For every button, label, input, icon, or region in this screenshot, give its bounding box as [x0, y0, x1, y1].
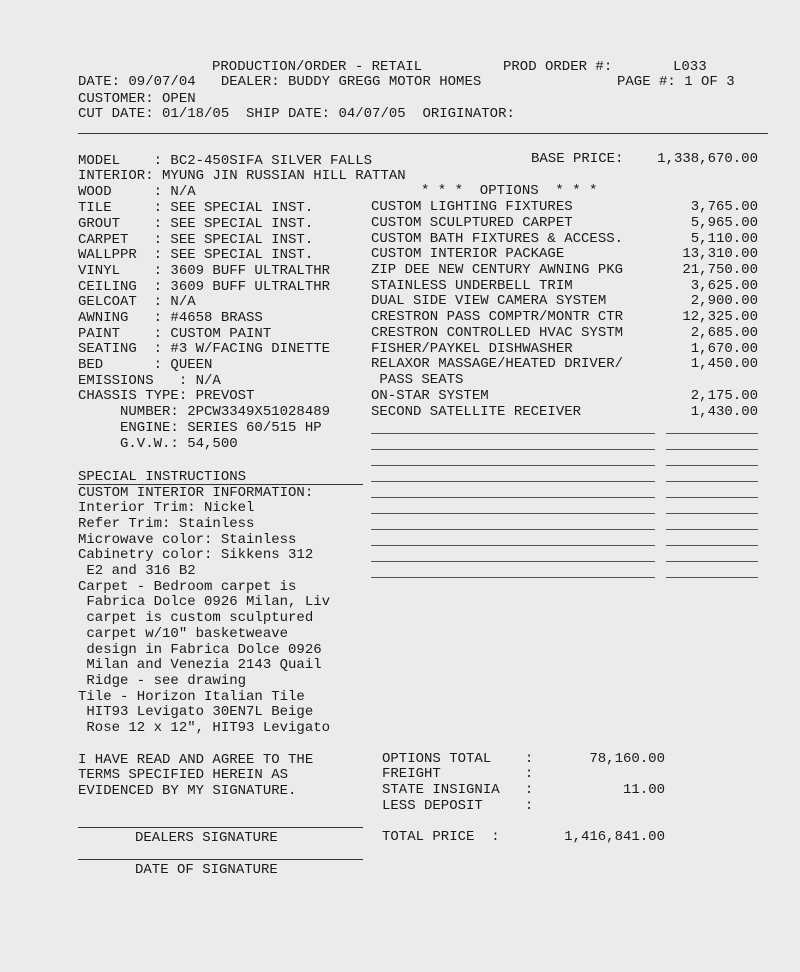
option-price: 21,750.00 [682, 262, 758, 278]
base-price-value: 1,338,670.00 [657, 151, 758, 167]
option-price: 5,965.00 [690, 215, 758, 231]
blank-option-line [371, 449, 655, 450]
blank-price-line [666, 577, 758, 578]
special-line: Fabrica Dolce 0926 Milan, Liv [78, 594, 331, 610]
spec-wallpaper: WALLPPR : SEE SPECIAL INST. [78, 247, 314, 263]
prod-order-number: L033 [673, 59, 707, 75]
cut-ship-line: CUT DATE: 01/18/05 SHIP DATE: 04/07/05 ORIGINATOR: [78, 106, 515, 122]
blank-option-line [371, 433, 655, 434]
option-desc: CUSTOM BATH FIXTURES & ACCESS. [371, 231, 624, 247]
option-price: 13,310.00 [682, 246, 758, 262]
special-line: Ridge - see drawing [78, 673, 247, 689]
base-price-label: BASE PRICE: [531, 151, 624, 167]
spec-carpet: CARPET : SEE SPECIAL INST. [78, 232, 314, 248]
special-instructions-heading: SPECIAL INSTRUCTIONS [78, 469, 247, 485]
spec-ceiling: CEILING : 3609 BUFF ULTRALTHR [78, 279, 331, 295]
model-line: MODEL : BC2-450SIFA SILVER FALLS [78, 153, 373, 169]
special-line: Rose 12 x 12", HIT93 Levigato [78, 720, 331, 736]
blank-option-line [371, 465, 655, 466]
option-price: 1,430.00 [690, 404, 758, 420]
blank-option-line [371, 497, 655, 498]
option-price: 1,450.00 [690, 356, 758, 372]
agreement-line: TERMS SPECIFIED HEREIN AS [78, 767, 289, 783]
date-signature-label: DATE OF SIGNATURE [135, 862, 278, 878]
option-desc: CRESTRON PASS COMPTR/MONTR CTR [371, 309, 624, 325]
option-price: 3,625.00 [690, 278, 758, 294]
special-line: HIT93 Levigato 30EN7L Beige [78, 704, 314, 720]
special-line: CUSTOM INTERIOR INFORMATION: [78, 485, 314, 501]
spec-gelcoat: GELCOAT : N/A [78, 294, 196, 310]
blank-price-line [666, 561, 758, 562]
page-number: PAGE #: 1 OF 3 [617, 74, 735, 90]
state-insignia-label: STATE INSIGNIA : [382, 782, 534, 798]
blank-price-line [666, 529, 758, 530]
customer-line: CUSTOMER: OPEN [78, 91, 196, 107]
option-desc: FISHER/PAYKEL DISHWASHER [371, 341, 573, 357]
spec-chassis-type: CHASSIS TYPE: PREVOST [78, 388, 255, 404]
spec-tile: TILE : SEE SPECIAL INST. [78, 200, 314, 216]
special-line: Refer Trim: Stainless [78, 516, 255, 532]
options-header: * * * OPTIONS * * * [421, 183, 598, 199]
option-desc: STAINLESS UNDERBELL TRIM [371, 278, 573, 294]
option-price: 5,110.00 [690, 231, 758, 247]
total-price-label: TOTAL PRICE : [382, 829, 500, 845]
option-price: 12,325.00 [682, 309, 758, 325]
option-price: 3,765.00 [690, 199, 758, 215]
interior-line: INTERIOR: MYUNG JIN RUSSIAN HILL RATTAN [78, 168, 406, 184]
blank-option-line [371, 481, 655, 482]
header-divider [78, 133, 768, 134]
agreement-line: EVIDENCED BY MY SIGNATURE. [78, 783, 297, 799]
options-total-label: OPTIONS TOTAL : [382, 751, 534, 767]
spec-paint: PAINT : CUSTOM PAINT [78, 326, 272, 342]
blank-price-line [666, 465, 758, 466]
special-line: Tile - Horizon Italian Tile [78, 689, 305, 705]
special-line: E2 and 316 B2 [78, 563, 196, 579]
special-line: carpet is custom sculptured [78, 610, 314, 626]
option-desc: PASS SEATS [371, 372, 464, 388]
special-line: Microwave color: Stainless [78, 532, 297, 548]
form-title: PRODUCTION/ORDER - RETAIL [212, 59, 423, 75]
spec-emissions: EMISSIONS : N/A [78, 373, 221, 389]
agreement-line: I HAVE READ AND AGREE TO THE [78, 752, 314, 768]
spec-wood: WOOD : N/A [78, 184, 196, 200]
spec-chassis-number: NUMBER: 2PCW3349X51028489 [78, 404, 331, 420]
prod-order-label: PROD ORDER #: [503, 59, 613, 75]
state-insignia-value: 11.00 [622, 782, 665, 798]
option-desc: ZIP DEE NEW CENTURY AWNING PKG [371, 262, 624, 278]
blank-option-line [371, 561, 655, 562]
spec-grout: GROUT : SEE SPECIAL INST. [78, 216, 314, 232]
option-desc: SECOND SATELLITE RECEIVER [371, 404, 582, 420]
blank-price-line [666, 433, 758, 434]
blank-option-line [371, 545, 655, 546]
date-signature-line[interactable] [78, 859, 363, 860]
blank-option-line [371, 513, 655, 514]
blank-price-line [666, 497, 758, 498]
special-line: Milan and Venezia 2143 Quail [78, 657, 322, 673]
blank-price-line [666, 513, 758, 514]
special-line: carpet w/10" basketweave [78, 626, 289, 642]
dealer-signature-line[interactable] [78, 827, 363, 828]
freight-label: FREIGHT : [382, 766, 534, 782]
option-desc: RELAXOR MASSAGE/HEATED DRIVER/ [371, 356, 624, 372]
option-price: 2,685.00 [690, 325, 758, 341]
option-desc: ON-STAR SYSTEM [371, 388, 489, 404]
option-desc: DUAL SIDE VIEW CAMERA SYSTEM [371, 293, 607, 309]
option-price: 1,670.00 [690, 341, 758, 357]
dealer-signature-label: DEALERS SIGNATURE [135, 830, 278, 846]
option-price: 2,175.00 [690, 388, 758, 404]
blank-price-line [666, 449, 758, 450]
spec-vinyl: VINYL : 3609 BUFF ULTRALTHR [78, 263, 331, 279]
options-total-value: 78,160.00 [589, 751, 665, 767]
total-price-value: 1,416,841.00 [564, 829, 665, 845]
blank-price-line [666, 481, 758, 482]
spec-engine: ENGINE: SERIES 60/515 HP [78, 420, 322, 436]
special-line: design in Fabrica Dolce 0926 [78, 642, 322, 658]
spec-bed: BED : QUEEN [78, 357, 213, 373]
special-line: Interior Trim: Nickel [78, 500, 255, 516]
spec-seating: SEATING : #3 W/FACING DINETTE [78, 341, 331, 357]
option-desc: CUSTOM SCULPTURED CARPET [371, 215, 573, 231]
option-desc: CRESTRON CONTROLLED HVAC SYSTM [371, 325, 624, 341]
special-line: Carpet - Bedroom carpet is [78, 579, 297, 595]
date-dealer-line: DATE: 09/07/04 DEALER: BUDDY GREGG MOTOR HOMES [78, 74, 482, 90]
blank-option-line [371, 577, 655, 578]
option-desc: CUSTOM LIGHTING FIXTURES [371, 199, 573, 215]
option-desc: CUSTOM INTERIOR PACKAGE [371, 246, 565, 262]
option-price: 2,900.00 [690, 293, 758, 309]
blank-option-line [371, 529, 655, 530]
spec-awning: AWNING : #4658 BRASS [78, 310, 263, 326]
special-line: Cabinetry color: Sikkens 312 [78, 547, 314, 563]
less-deposit-label: LESS DEPOSIT : [382, 798, 534, 814]
spec-gvw: G.V.W.: 54,500 [78, 436, 238, 452]
blank-price-line [666, 545, 758, 546]
